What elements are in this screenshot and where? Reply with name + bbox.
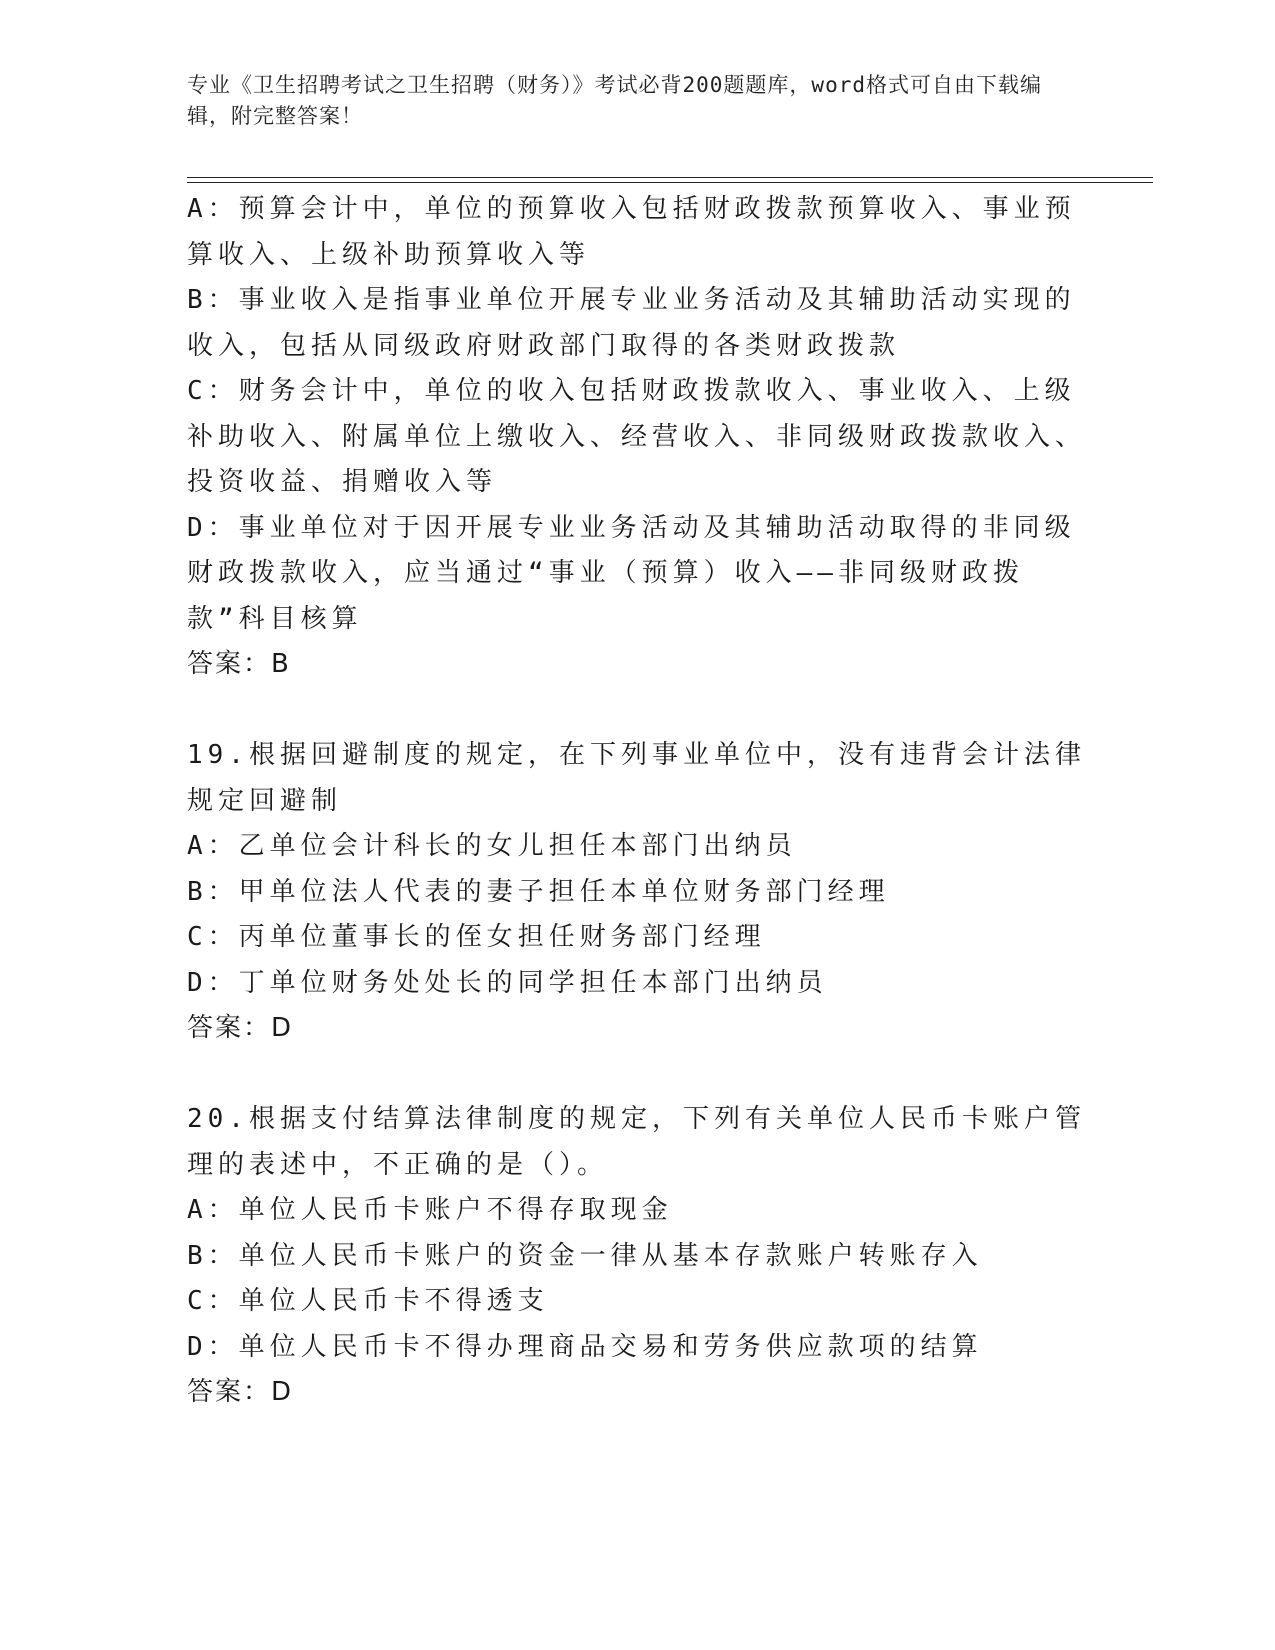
spacer <box>187 688 1087 734</box>
option-b: B：单位人民币卡账户的资金一律从基本存款账户转账存入 <box>187 1240 983 1271</box>
question-stem: 19.根据回避制度的规定，在下列事业单位中，没有违背会计法律规定回避制 <box>187 740 1086 816</box>
answer-line: 答案：B <box>187 649 291 679</box>
option-b: B：事业收入是指事业单位开展专业业务活动及其辅助活动实现的收入，包括从同级政府财政部门取得的各类财政拨款 <box>187 285 1076 361</box>
option-d: D：单位人民币卡不得办理商品交易和劳务供应款项的结算 <box>187 1331 983 1362</box>
question-block <box>187 187 1087 688</box>
header-rule-bottom <box>187 182 1153 183</box>
option-a: A：单位人民币卡账户不得存取现金 <box>187 1195 673 1225</box>
question-stem: 20.根据支付结算法律制度的规定，下列有关单位人民币卡账户管理的表述中，不正确的是（）。 <box>187 1104 1086 1180</box>
option-c: C：丙单位董事长的侄女担任财务部门经理 <box>187 922 766 952</box>
answer-line: 答案：D <box>187 1377 294 1407</box>
spacer <box>187 1052 1087 1098</box>
option-d: D：丁单位财务处处长的同学担任本部门出纳员 <box>187 967 828 998</box>
question-block <box>187 1097 1087 1416</box>
option-d: D：事业单位对于因开展专业业务活动及其辅助活动取得的非同级财政拨款收入，应当通过“事业（预算）收入——非同级财政拨款”科目核算 <box>187 512 1076 634</box>
answer-line: 答案：D <box>187 1013 294 1043</box>
option-b: B：甲单位法人代表的妻子担任本单位财务部门经理 <box>187 876 890 907</box>
header-rule-top <box>187 177 1153 178</box>
option-a: A：预算会计中，单位的预算收入包括财政拨款预算收入、事业预算收入、上级补助预算收入等 <box>187 194 1076 270</box>
document-header: 专业《卫生招聘考试之卫生招聘（财务）》考试必背200题题库，word格式可自由下载编辑，附完整答案！ <box>187 73 1042 128</box>
question-list <box>187 187 1087 1416</box>
option-c: C：财务会计中，单位的收入包括财政拨款收入、事业收入、上级补助收入、附属单位上缴收入、经营收入、非同级财政拨款收入、投资收益、捐赠收入等 <box>187 376 1087 497</box>
option-a: A：乙单位会计科长的女儿担任本部门出纳员 <box>187 831 797 861</box>
question-block <box>187 733 1087 1052</box>
option-c: C：单位人民币卡不得透支 <box>187 1286 549 1316</box>
